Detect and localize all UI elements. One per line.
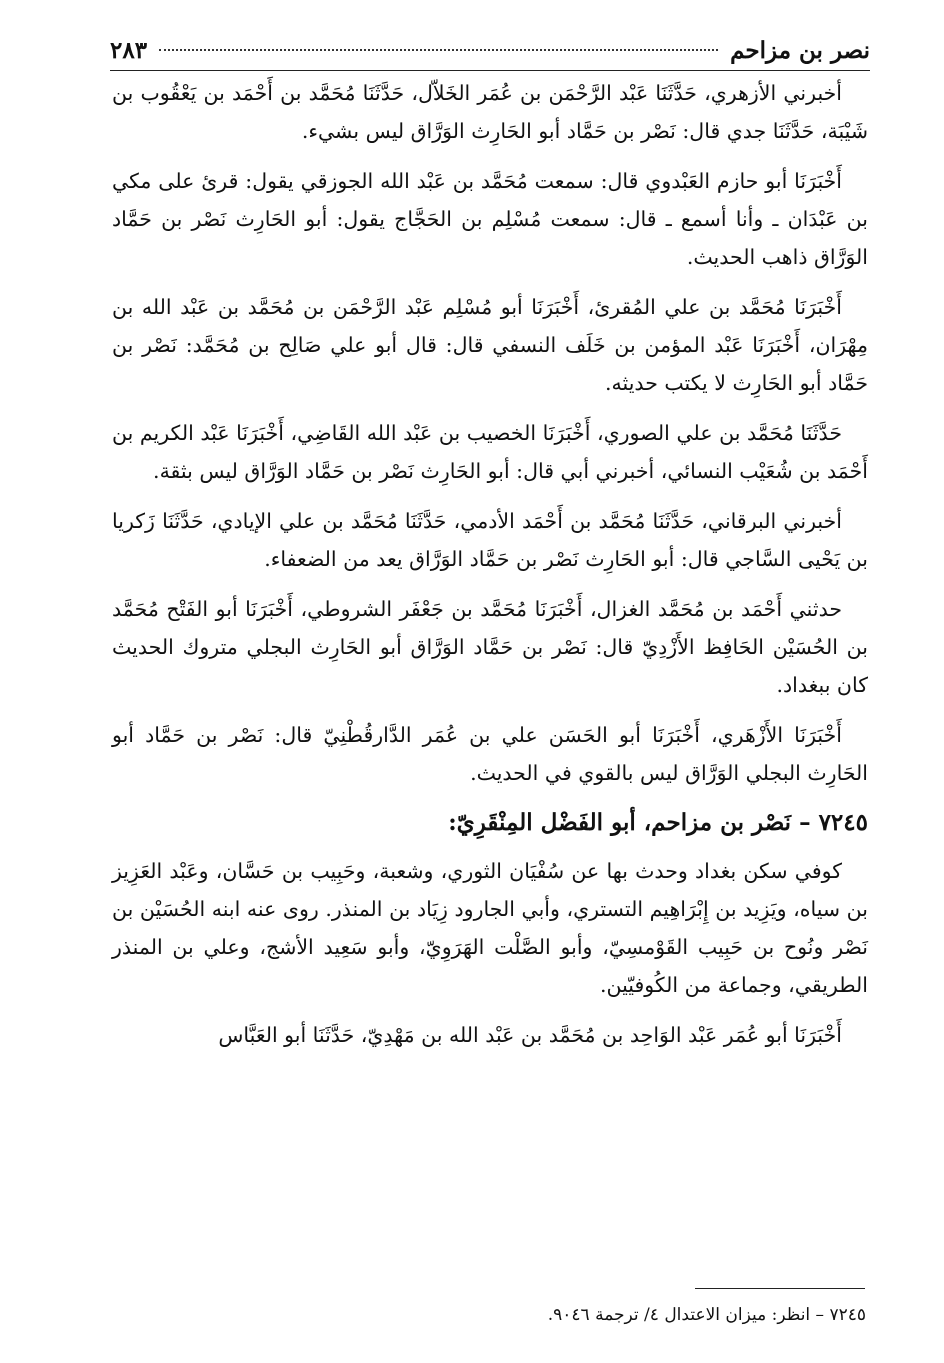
main-text: [112, 74, 868, 1066]
header-dotted-leader: [159, 49, 718, 51]
paragraph: أخبرني البرقاني، حَدَّثَنَا مُحَمَّد بن أَحْمَد الأدمي، حَدَّثَنَا مُحَمَّد بن علي الإيادي، حَدَّثَنَا زَكريا بن يَحْيى السَّاجي قال: أبو الحَارِث نَصْر بن حَمَّاد الوَرَّاق يعد من الضعفاء.: [112, 509, 868, 571]
page-number: ٢٨٣: [110, 36, 148, 64]
running-title: نصر بن مزاحم: [730, 36, 870, 64]
entry-heading: ٧٢٤٥ – نَصْر بن مزاحم، أبو الفَضْل المِنْقَرِيّ:: [448, 809, 868, 836]
page-header: [110, 30, 870, 71]
paragraph: حَدَّثَنَا مُحَمَّد بن علي الصوري، أَخْبَرَنَا الخصيب بن عَبْد الله القَاضِي، أَخْبَرَنَا عَبْد الكريم بن أَحْمَد بن شُعَيْب النسائي، أخبرني أبي قال: أبو الحَارِث نَصْر بن حَمَّاد الوَرَّاق ليس بثقة.: [112, 421, 868, 483]
paragraph: أَخْبَرَنَا أبو حازم العَبْدوي قال: سمعت مُحَمَّد بن عَبْد الله الجوزقي يقول: قرئ على مكي بن عَبْدَان ـ وأنا أسمع ـ قال: سمعت مُسْلِم بن الحَجَّاج يقول: أبو الحَارِث نَصْر بن حَمَّاد الوَرَّاق ذاهب الحديث.: [112, 169, 868, 269]
paragraph: أَخْبَرَنَا الأَزْهَري، أَخْبَرَنَا أبو الحَسَن علي بن عُمَر الدَّارقُطْنِيّ قال: نَصْر بن حَمَّاد أبو الحَارِث البجلي الوَرَّاق ليس بالقوي في الحديث.: [112, 723, 868, 785]
footnote-separator: [695, 1288, 865, 1289]
paragraph: حدثني أَحْمَد بن مُحَمَّد الغزال، أَخْبَرَنَا مُحَمَّد بن جَعْفَر الشروطي، أَخْبَرَنَا أبو الفَتْح مُحَمَّد بن الحُسَيْن الحَافِظ الأَزْدِيّ قال: نَصْر بن حَمَّاد الوَرَّاق أبو الحَارِث البجلي متروك الحديث كان ببغداد.: [112, 597, 868, 697]
paragraph: أَخْبَرَنَا أبو عُمَر عَبْد الوَاحِد بن مُحَمَّد بن عَبْد الله بن مَهْدِيّ، حَدَّثَنَا أبو العَبَّاس: [218, 1023, 842, 1047]
paragraph: أخبرني الأزهري، حَدَّثَنَا عَبْد الرَّحْمَن بن عُمَر الخَلاّل، حَدَّثَنَا مُحَمَّد بن أَحْمَد بن يَعْقُوب بن شَيْبَة، حَدَّثَنَا جدي قال: نَصْر بن حَمَّاد أبو الحَارِث الوَرَّاق ليس بشيء.: [112, 81, 868, 143]
footnote: ٧٢٤٥ – انظر: ميزان الاعتدال ٤/ ترجمة ٩٠٤٦.: [547, 1305, 866, 1325]
paragraph: أَخْبَرَنَا مُحَمَّد بن علي المُقرئ، أَخْبَرَنَا أبو مُسْلِم عَبْد الرَّحْمَن بن مُحَمَّد بن عَبْد الله بن مِهْرَان، أَخْبَرَنَا عَبْد المؤمن بن خَلَف النسفي قال: قال أبو علي صَالِح بن مُحَمَّد: نَصْر بن حَمَّاد أبو الحَارِث لا يكتب حديثه.: [112, 295, 868, 395]
paragraph: كوفي سكن بغداد وحدث بها عن سُفْيَان الثوري، وشعبة، وحَبِيب بن حَسَّان، وعَبْد العَزِيز بن سياه، ويَزِيد بن إِبْرَاهِيم التستري، وأبي الجارود زِيَاد بن المنذر. روى عنه ابنه الحُسَيْن بن نَصْر ونُوح بن حَبِيب القَوْمسِيّ، وأبو الصَّلْت الهَرَوِيّ، وأبو سَعِيد الأشج، وعلي بن المنذر الطريقي، وجماعة من الكُوفيّين.: [112, 859, 868, 997]
